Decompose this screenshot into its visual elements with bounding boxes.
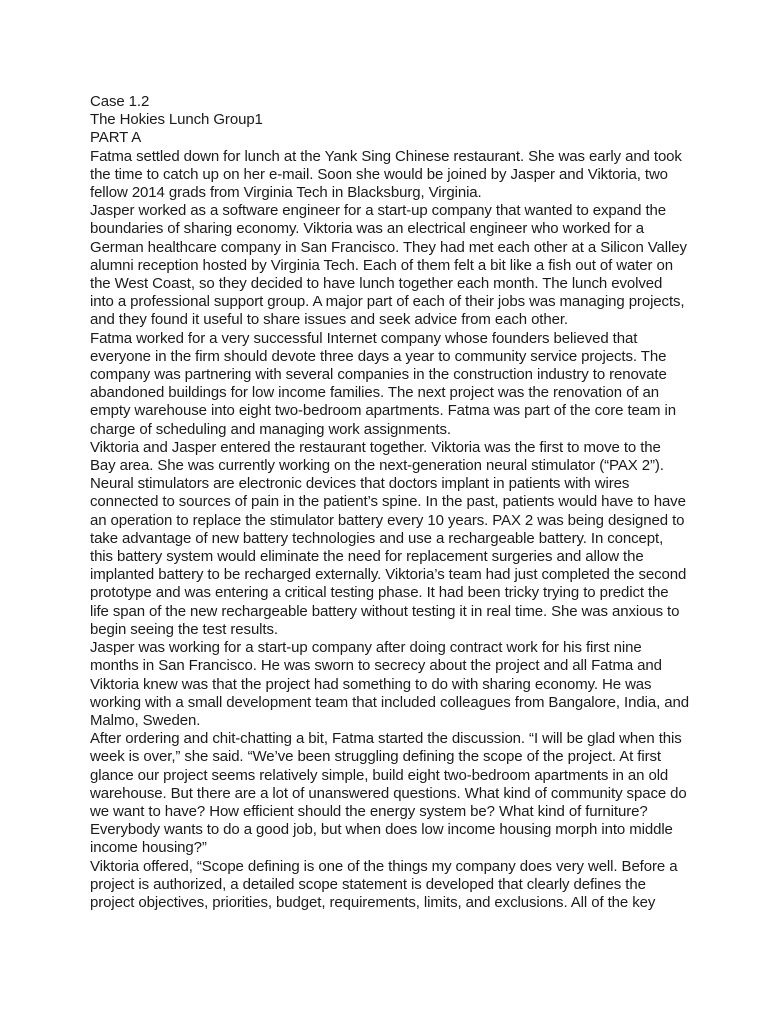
paragraph: After ordering and chit-chatting a bit, Fatma started the discussion. “I will be glad when this week is over,” she said. “We’ve been struggling defining the scope of the project. At first glance our project seems relatively simple, build eight two-bedroom apartments in an old warehouse. But there are a lot of unanswered questions. What kind of community space do we want to have? How efficient should the energy system be? What kind of furniture? Everybody wants to do a good job, but when does low income housing morph into middle income housing?” [90,730,687,857]
part-heading: PART A [90,129,142,147]
paragraph: Viktoria offered, “Scope defining is one of the things my company does very well. Before a project is authorized, a detailed scope statement is developed that clearly defines the project objectives, priorities, budget, requirements, limits, and exclusions. All of the key [90,857,678,911]
paragraph: Viktoria and Jasper entered the restaurant together. Viktoria was the first to move to the Bay area. She was currently working on the next-generation neural stimulator (“PAX 2”). Neural stimulators are electronic devices that doctors implant in patients with wires connected to sources of pain in the patient’s spine. In the past, patients would have to have an operation to replace the stimulator battery every 10 years. PAX 2 was being designed to take advantage of new battery technologies and use a rechargeable battery. In concept, this battery system would eliminate the need for replacement surgeries and allow the implanted battery to be recharged externally. Viktoria’s team had just completed the second prototype and was entering a critical testing phase. It had been tricky trying to predict the life span of the new rechargeable battery without testing it in real time. She was anxious to begin seeing the test results. [90,438,687,638]
case-number: Case 1.2 [90,93,150,110]
paragraph: Fatma worked for a very successful Internet company whose founders believed that everyone in the firm should devote three days a year to community service projects. The company was partnering with several companies in the construction industry to renovate abandoned buildings for low income families. The next project was the renovation of an empty warehouse into eight two-bedroom apartments. Fatma was part of the core team in charge of scheduling and managing work assignments. [90,329,676,438]
document-title: The Hokies Lunch Group1 [90,111,263,129]
paragraph: Jasper was working for a start-up company after doing contract work for his first nine months in San Francisco. He was sworn to secrecy about the project and all Fatma and Viktoria knew was that the project had something to do with sharing economy. He was working with a small development team that included colleagues from Bangalore, India, and Malmo, Sweden. [90,639,689,729]
paragraph: Jasper worked as a software engineer for a start-up company that wanted to expand the boundaries of sharing economy. Viktoria was an electrical engineer who worked for a German healthcare company in San Francisco. They had met each other at a Silicon Valley alumni reception hosted by Virginia Tech. Each of them felt a bit like a fish out of water on the West Coast, so they decided to have lunch together each month. The lunch evolved into a professional support group. A major part of each of their jobs was managing projects, and they found it useful to share issues and seek advice from each other. [90,202,687,329]
paragraph: Fatma settled down for lunch at the Yank Sing Chinese restaurant. She was early and took the time to catch up on her e-mail. Soon she would be joined by Jasper and Viktoria, two fellow 2014 grads from Virginia Tech in Blacksburg, Virginia. [90,147,682,202]
document-body [90,93,690,912]
